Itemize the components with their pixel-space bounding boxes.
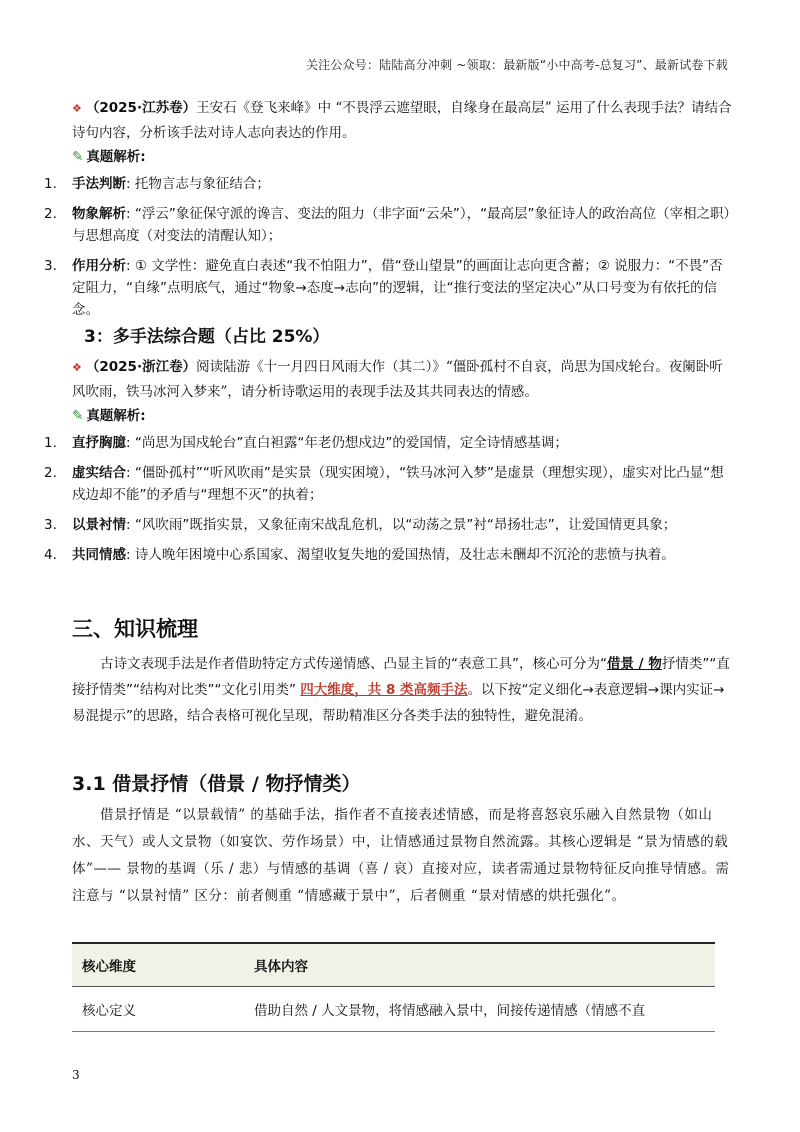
pencil-icon: ✎: [72, 408, 84, 424]
table-row: [72, 987, 715, 1032]
analysis-label-1: [72, 146, 732, 168]
analysis-label-text: 真题解析:: [86, 408, 146, 424]
question-2-text: 阅读陆游《十一月四日风雨大作（其二）》“僵卧孤村不自哀，尚思为国戍轮台。夜阑卧听风吹雨，铁马冰河入梦来”，请分析诗歌运用的表现手法及其共同表达的情感。: [72, 359, 723, 400]
diamond-bullet-icon: ❖: [72, 102, 82, 115]
list-item: 2. 物象解析: “浮云”象征保守派的谗言、变法的阻力（非字面“云朵”），“最高层”象征诗人的政治高位（宰相之职）与思想高度（对变法的清醒认知）；: [44, 206, 731, 244]
analysis-list-2: [44, 432, 732, 574]
question-1-source: （2025·江苏卷）: [85, 100, 197, 116]
question-2: [72, 355, 732, 404]
section-heading: 三、知识梳理: [72, 617, 198, 641]
paragraph-31: 借景抒情是 “以景载情” 的基础手法，指作者不直接表述情感，而是将喜怒哀乐融入自然景物（如山水、天气）或人文景物（如宴饮、劳作场景）中，让情感通过景物自然流露。其核心逻辑是 “景为情感的载体”—— 景物的基调（乐 / 悲）与情感的基调（喜 / 哀）直接对应，读者需通过景物特征反向推导情感。需注意与 “以景衬情” 区分：前者侧重 “情感藏于景中”，后者侧重 “景对情感的烘托强化”。: [72, 807, 730, 904]
page-number: 3: [72, 1068, 80, 1082]
list-item: 1. 手法判断: 托物言志与象征结合；: [44, 176, 270, 192]
table-cell: 核心定义: [72, 987, 244, 1032]
table-header-cell: 具体内容: [244, 943, 715, 987]
knowledge-table: [72, 942, 715, 1032]
intro-paragraph: 古诗文表现手法是作者借助特定方式传递情感、凸显主旨的“表意工具”，核心可分为“借景 / 物抒情类”“直接抒情类”“结构对比类”“文化引用类” 四大维度，共 8 类高频手法。以下按“定义细化→表意逻辑→课内实证→易混提示”的思路，结合表格可视化呈现，帮助精准区分各类手法的独特性，避免混淆。: [72, 656, 730, 724]
sub-heading-31: 3.1 借景抒情（借景 / 物抒情类）: [72, 773, 361, 795]
sub-heading-3: 3：多手法综合题（占比 25%）: [84, 327, 330, 347]
analysis-label-2: [72, 405, 732, 427]
table-header-row: [72, 943, 715, 987]
list-item: 3. 作用分析: ① 文学性：避免直白表述“我不怕阻力”，借“登山望景”的画面让志向更含蓄；② 说服力：“不畏”否定阻力，“自缘”点明底气，通过“物象→态度→志向”的逻辑，让“推行变法的坚定决心”从口号变为有依托的信念。: [44, 258, 723, 318]
table-cell: 借助自然 / 人文景物，将情感融入景中，间接传递情感（情感不直: [244, 987, 715, 1032]
table-header-cell: 核心维度: [72, 943, 244, 987]
question-1-text: 王安石《登飞来峰》中 “不畏浮云遮望眼，自缘身在最高层” 运用了什么表现手法？请结合诗句内容，分析该手法对诗人志向表达的作用。: [72, 100, 732, 141]
list-item: 3. 以景衬情: “风吹雨”既指实景，又象征南宋战乱危机，以“动荡之景”衬“昂扬壮志”，让爱国情更具象；: [44, 517, 677, 533]
list-item: 2. 虚实结合: “僵卧孤村”“听风吹雨”是实景（现实困境），“铁马冰河入梦”是虚景（理想实现），虚实对比凸显“想戍边却不能”的矛盾与“理想不灭”的执着；: [44, 465, 724, 503]
diamond-bullet-icon: ❖: [72, 361, 82, 374]
list-item: 1. 直抒胸臆: “尚思为国戍轮台”直白袒露“年老仍想戍边”的爱国情，定全诗情感基调；: [44, 435, 568, 451]
question-2-source: （2025·浙江卷）: [85, 359, 197, 375]
analysis-list-1: [44, 173, 732, 329]
question-1: [72, 96, 732, 145]
header-note: 关注公众号：陆陆高分冲刺 ~领取：最新版“小中高考-总复习”、最新试卷下载: [305, 58, 728, 72]
list-item: 4. 共同情感: 诗人晚年困境中心系国家、渴望收复失地的爱国热情，及壮志未酬却不沉沦的悲愤与执着。: [44, 547, 675, 563]
pencil-icon: ✎: [72, 149, 84, 165]
analysis-label-text: 真题解析:: [86, 149, 146, 165]
